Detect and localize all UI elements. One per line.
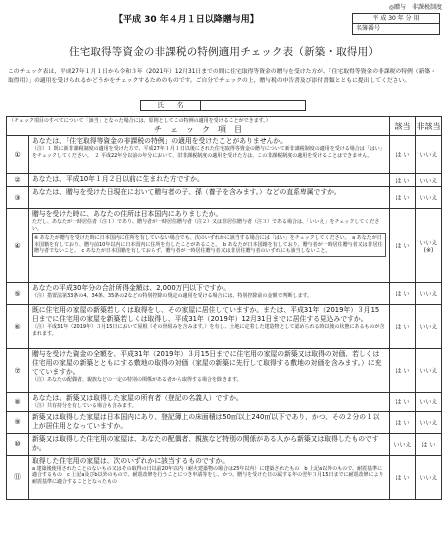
row-number: ③ [7,187,29,209]
row-star-note: ※ あなたが贈与を受けた時に日本国内に住所を有していない場合でも、次のいずれかに該当する場合には「はい」をチェックしてください。 a あなたが日本国籍を有しており、贈与前10年以内に日本国内に住所を有したことがあること。 b あなたが日本国籍を有しており、贈与者が一時居住贈与者又は非居住贈与者でないこと。 c あなたが日本国籍を有しておらず、贈与者が一時居住贈与者又は非居住贈与者のいずれにも該当しないこと。 [32,233,386,257]
table-row [7,305,442,349]
table-row [7,209,442,283]
row-text: 新築又は取得した家屋は日本国内にあり、登記簿上の床面積は50㎡以上240㎡以下であり、かつ、その２分の１以上が居住用となっていますか。 [32,412,380,430]
table-row [7,433,442,455]
row-note: a 建築後使用されたことのないもの又はその取得の日以前20年以内（耐火建築物の場合は25年以内）に建築されたもの b 上記a以外のもので、耐震基準に適合するもの c 上記a及びb以外のもので、耐震改修を行うことにつき申請等をし、かつ、贈与を受けた日の属する年の翌年３月15日までに耐震改修により耐震基準に適合することとなったもの [32,465,384,485]
header-yes: 該当 [390,117,416,136]
yes-option[interactable]: は い [390,136,416,174]
header-note: （チェック項目のすべてについて「該当」となった場合には、原則としてこの特例の適用を受けることができます。） [9,118,271,124]
row-text: あなたの平成30年分の合計所得金額は、2,000万円以下ですか。 [32,284,231,292]
yes-option[interactable]: いいえ [390,433,416,455]
row-text: 既に住宅用の家屋の新築若しくは取得をし、その家屋に居住していますか。または、平成31年（2019年）３月15日までに住宅用の家屋を新築若しくは取得し、平成31年（2019年）12月31日までに居住する見込みですか。 [32,306,380,323]
row-note: （注）措置法第33条の4、34条、35条の2などの特別控除の規定の適用を受ける場合には、特別控除前の金額で判断します。 [32,293,313,299]
no-option-label: いいえ [419,239,438,247]
table-row [7,136,442,174]
no-option[interactable]: いいえ [416,305,442,349]
program-label: ◎贈与 非課税制度 [388,4,442,11]
no-option[interactable]: いいえ [416,187,442,209]
no-option[interactable]: いいえ [416,136,442,174]
yes-option[interactable]: は い [390,209,416,283]
row-text: あなたは、新築又は取得した家屋の所有者（登記の名義人）ですか。 [32,394,243,402]
row-number: ⑧ [7,393,29,412]
table-row [7,283,442,305]
name-field[interactable] [140,100,306,111]
row-text: 新築又は取得した住宅用の家屋は、あなたの配偶者、親族など特別の関係がある人から新築又は取得したものですか。 [32,434,379,452]
yes-option[interactable]: は い [390,187,416,209]
row-text: あなたは、「住宅取得等資金の非課税の特例」の適用を受けたことがありませんか。 [32,137,287,145]
row-text: 贈与を受けた資金の全額を、平成31年（2019年）３月15日までに住宅用の家屋の新築又は取得の対価、若しくは住宅用の家屋の新築とともにする敷地の取得の対価（家屋の新築に先行して取得する敷地の対価を含みます。）に充てていますか。 [32,350,382,376]
checklist-table [6,116,442,500]
yes-option[interactable]: は い [390,455,416,499]
no-option[interactable]: は い [416,433,442,455]
row-number: ① [7,136,29,174]
no-option[interactable]: いいえ [416,349,442,393]
table-row [7,393,442,412]
no-option[interactable]: いいえ [416,455,442,499]
row-note: （注）共有持分を有している場合も含みます。 [32,403,137,409]
row-number: ⑩ [7,433,29,455]
row-number: ④ [7,209,29,283]
no-option[interactable]: いいえ [416,411,442,433]
yes-option[interactable]: は い [390,283,416,305]
name-number-label: 名簿番号 [356,25,381,32]
year-label: 平 成 30 年 分 用 [353,14,439,24]
row-text: 贈与を受けた時に、あなたの住所は日本国内にありましたか。 [32,210,223,218]
year-box [352,13,440,35]
page-title: 住宅取得等資金の非課税の特例適用チェック表（新築・取得用） [69,46,379,58]
yes-option[interactable]: は い [390,349,416,393]
header-no: 非該当 [416,117,442,136]
row-note: （注）１ 既に新非課税制度の適用を受けた方で、平成27年１月１日以後にされた住宅取得等資金の贈与について新非課税制度の適用を受ける場合は「はい」をチェックしてください。 ２ 平成22年分以前の年分において、旧非課税制度の適用を受けた方は、この非課税制度の適用を受けることはできません。 [32,146,385,159]
row-text: 取得した住宅用の家屋は、次のいずれかに該当するものですか。 [32,456,230,465]
yes-option[interactable]: は い [390,393,416,412]
date-banner: 【平成 30 年４月１日以降贈与用】 [114,15,259,25]
row-number: ⑥ [7,305,29,349]
table-row [7,187,442,209]
no-option[interactable] [416,209,442,283]
yes-option[interactable]: は い [390,411,416,433]
yes-option[interactable]: は い [390,174,416,187]
table-row [7,411,442,433]
no-option[interactable]: いいえ [416,283,442,305]
row-number: ⑨ [7,411,29,433]
intro-text: このチェック表は、平成27年１月１日から令和３年（2021年）12月31日までの間に住宅取得等資金の贈与を受けた方が、「住宅取得等資金の非課税の特例（新築・取得用）」の適用を受けられるかどうかをチェックするためのものです。ご自分でチェックの上、贈与税の申告書及び添付書類とともに提出してください。 [8,69,436,84]
row-text: あなたは、贈与を受けた日現在において贈与者の子、孫（養子を含みます。）などの直系卑属ですか。 [32,188,341,196]
row-note: （注）平成31年（2019年）３月15日において屋根（その骨組みを含みます。）を有し、土地に定着した建造物として認められる時以後の状態にあるものが含まれます。 [32,324,385,337]
table-header [7,117,442,136]
header-check: チ ェ ッ ク 項 目 [154,125,242,134]
yes-option[interactable]: は い [390,305,416,349]
row-text: あなたは、平成10年１月２日以前に生まれた方ですか。 [32,175,204,183]
row-number: ⑤ [7,283,29,305]
row-number: ⑦ [7,349,29,393]
no-option[interactable]: いいえ [416,393,442,412]
no-option-mark: (※) [423,246,434,254]
table-row [7,455,442,499]
row-note: （注）あなたの配偶者、親族などの一定の特別の関係がある者から取得する場合を除きます。 [32,377,242,383]
table-row [7,349,442,393]
no-option[interactable]: いいえ [416,174,442,187]
name-label: 氏 名 [141,101,201,110]
table-row [7,174,442,187]
row-number: ② [7,174,29,187]
row-note: ただし、あなたが一時居住者（注１）であり、贈与者が一時居住贈与者（注２）又は非居住贈与者（注３）である場合は、「いいえ」をチェックしてください。 [32,219,380,232]
row-number: ⑪ [7,455,29,499]
